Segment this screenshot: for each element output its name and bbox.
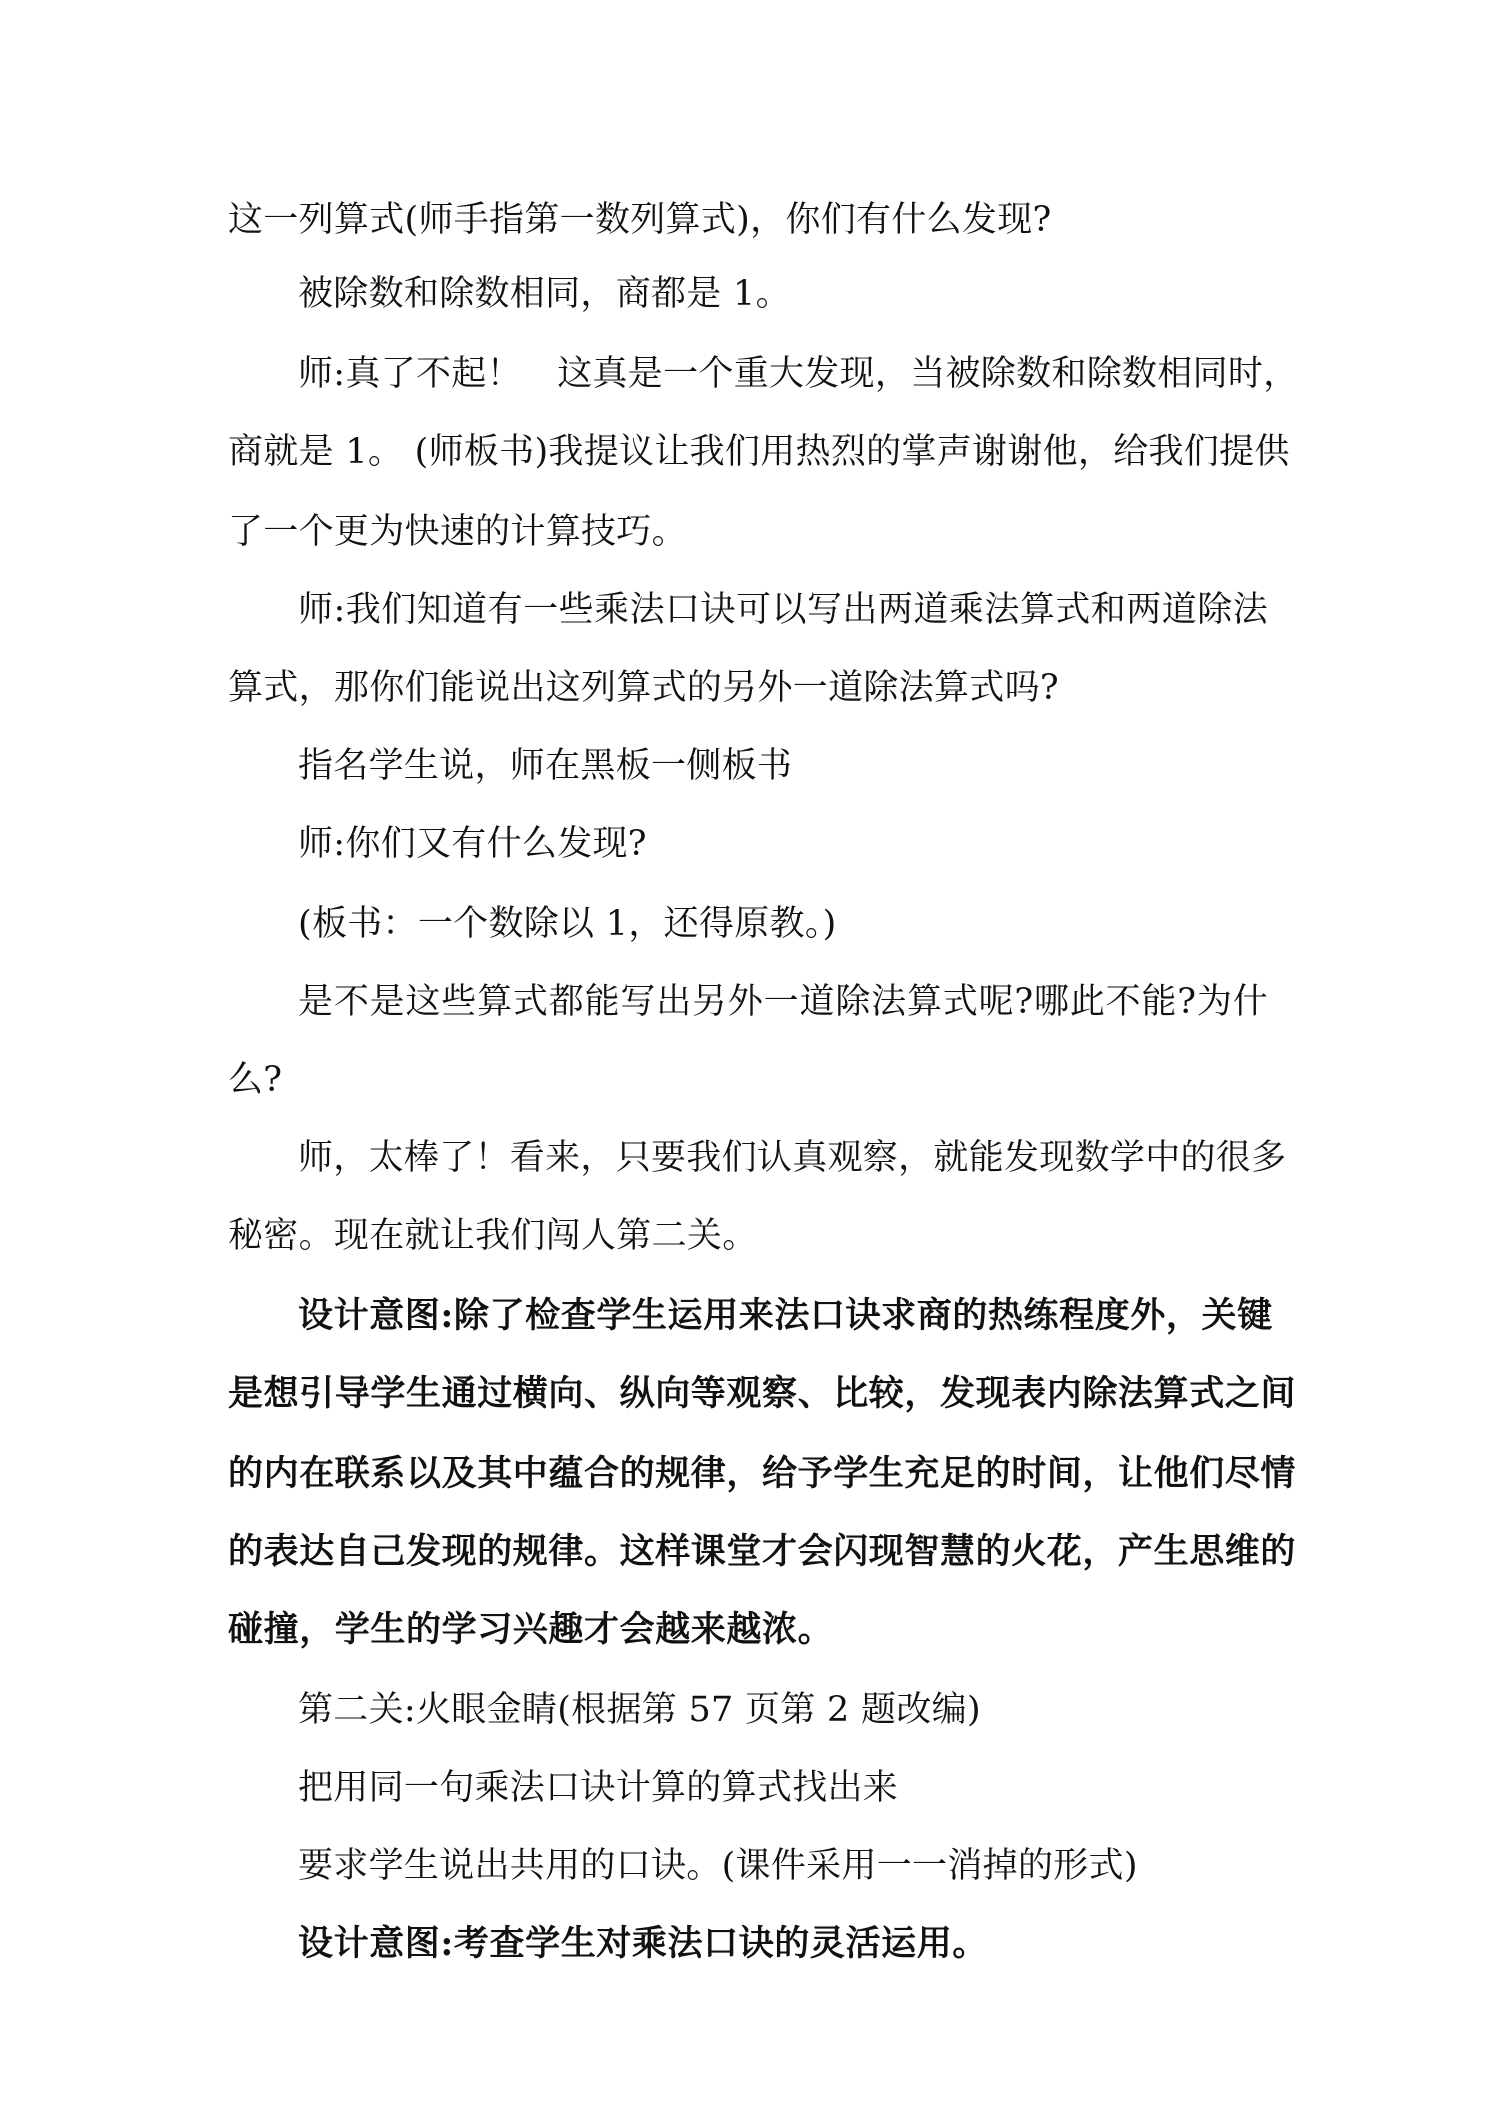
text-line: 这一列算式(师手指第一数列算式)，你们有什么发现? bbox=[228, 200, 1052, 240]
text-line: 秘密。现在就让我们闯人第二关。 bbox=[228, 1216, 758, 1256]
design-intent-line: 是想引导学生通过横向、纵向等观察、比较，发现表内除法算式之间 bbox=[228, 1373, 1297, 1414]
text-line: 师:真了不起！ 这真是一个重大发现，当被除数和除数相同时， bbox=[298, 354, 1299, 394]
text-line: 商就是 1。 (师板书)我提议让我们用热烈的掌声谢谢他，给我们提供 bbox=[228, 432, 1290, 472]
text-line: 第二关:火眼金睛(根据第 57 页第 2 题改编) bbox=[298, 1690, 981, 1730]
design-intent-line: 的表达自己发现的规律。这样课堂才会闪现智慧的火花，产生思维的 bbox=[228, 1531, 1297, 1572]
text-line: 么? bbox=[228, 1060, 283, 1100]
text-line: 师:你们又有什么发现? bbox=[298, 824, 647, 864]
text-line: 师，太棒了！看来，只要我们认真观察，就能发现数学中的很多 bbox=[298, 1138, 1287, 1178]
text-line: 指名学生说，师在黑板一侧板书 bbox=[298, 746, 793, 786]
text-line: 师:我们知道有一些乘法口诀可以写出两道乘法算式和两道除法 bbox=[298, 590, 1268, 630]
design-intent-line: 设计意图:考查学生对乘法口诀的灵活运用。 bbox=[298, 1923, 988, 1964]
text-line: (板书：一个数除以 1，还得原教。) bbox=[298, 904, 837, 944]
design-intent-line: 的内在联系以及其中蕴合的规律，给予学生充足的时间，让他们尽情 bbox=[228, 1453, 1297, 1494]
text-line: 是不是这些算式都能写出另外一道除法算式呢?哪此不能?为什 bbox=[298, 982, 1268, 1022]
design-intent-line: 碰撞，学生的学习兴趣才会越来越浓。 bbox=[228, 1609, 834, 1650]
text-line: 把用同一句乘法口诀计算的算式找出来 bbox=[298, 1768, 899, 1808]
text-line: 被除数和除数相同，商都是 1。 bbox=[298, 274, 791, 314]
design-intent-line: 设计意图:除了检查学生运用来法口诀求商的热练程度外，关键 bbox=[298, 1295, 1273, 1336]
text-line: 算式，那你们能说出这列算式的另外一道除法算式吗? bbox=[228, 668, 1059, 708]
text-line: 了一个更为快速的计算技巧。 bbox=[228, 512, 687, 552]
text-line: 要求学生说出共用的口诀。(课件采用一一消掉的形式) bbox=[298, 1846, 1138, 1886]
